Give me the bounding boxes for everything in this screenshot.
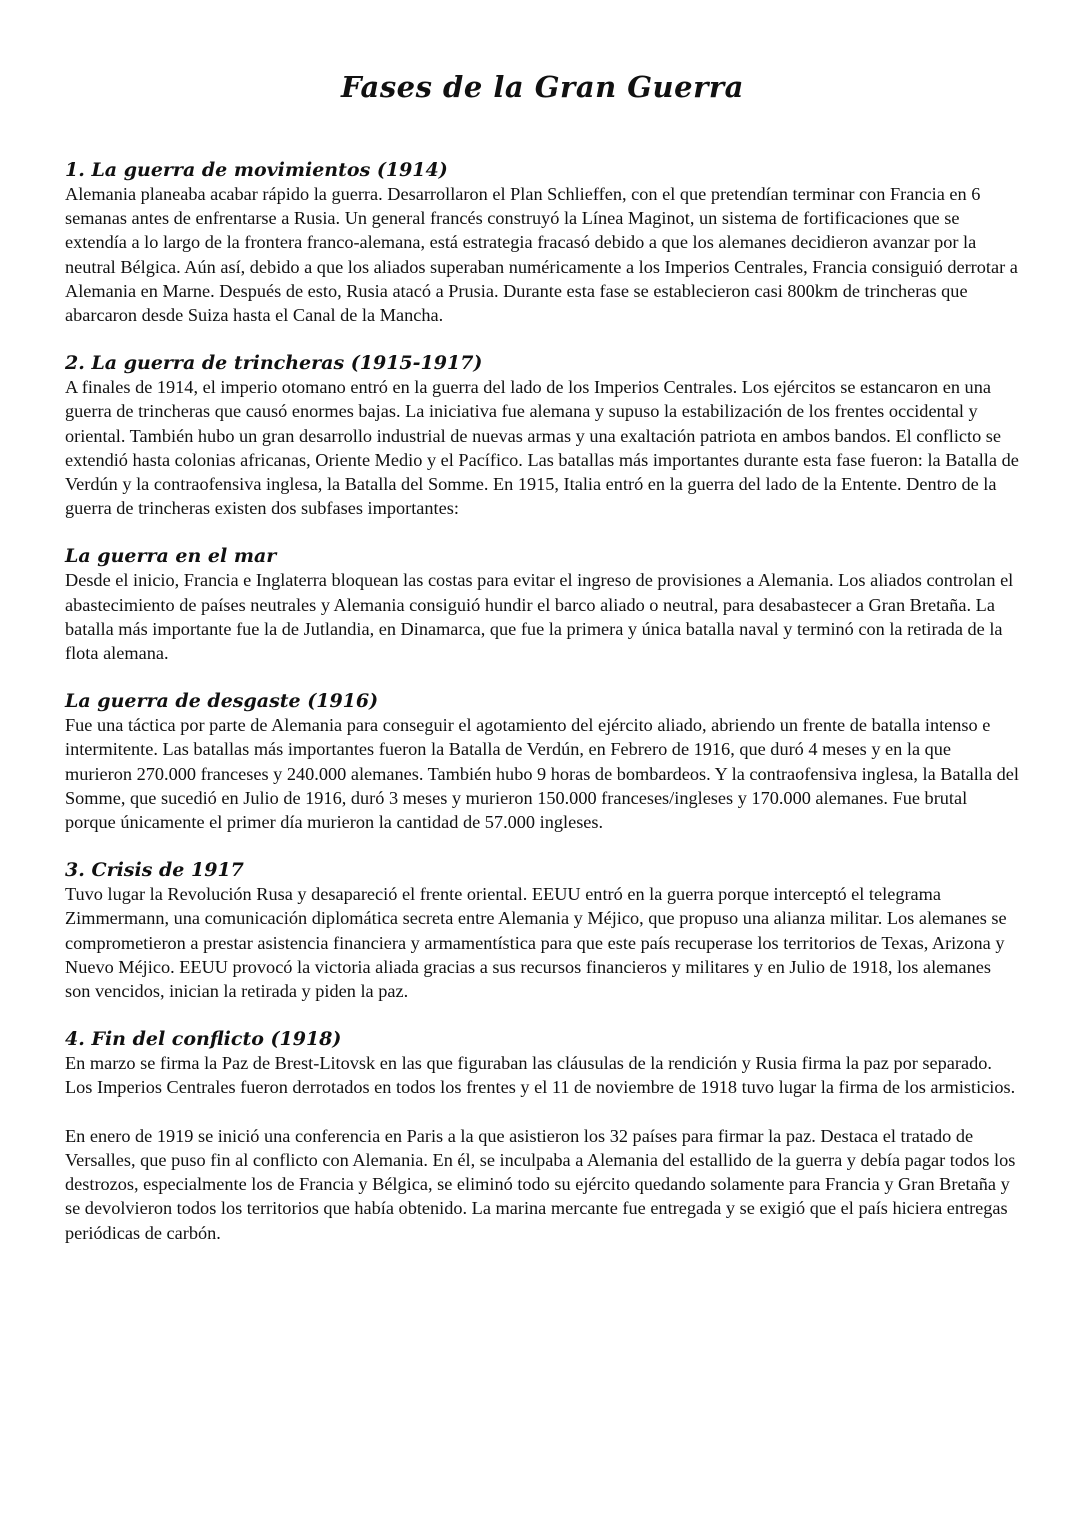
section-fin-del-conflicto (65, 1027, 1020, 1244)
section-paragraph: Alemania planeaba acabar rápido la guerra. Desarrollaron el Plan Schlieffen, con el que pretendían terminar con Francia en 6 semanas antes de enfrentarse a Rusia. Un general francés construyó la Línea Maginot, un sistema de fortificaciones que se extendía a lo largo de la frontera franco-alemana, está estrategia fracasó debido a que los alemanes decidieron avanzar por la neutral Bélgica. Aún así, debido a que los aliados superaban numéricamente a los Imperios Centrales, Francia consiguió derrotar a Alemania en Marne. Después de esto, Rusia atacó a Prusia. Durante esta fase se establecieron casi 800km de trincheras que abarcaron desde Suiza hasta el Canal de la Mancha. (65, 184, 1018, 326)
section-heading: 2. La guerra de trincheras (1915-1917) (65, 352, 483, 375)
section-crisis-1917 (65, 858, 1020, 1003)
section-heading: 4. Fin del conflicto (1918) (65, 1028, 342, 1051)
document-page (65, 70, 1020, 1269)
section-paragraph: En marzo se firma la Paz de Brest-Litovsk en las que figuraban las cláusulas de la rendición y Rusia firma la paz por separado. Los Imperios Centrales fueron derrotados en todos los frentes y el 11 de noviembre de 1918 tuvo lugar la firma de los armisticios. (65, 1053, 1016, 1098)
section-heading: 3. Crisis de 1917 (65, 859, 244, 882)
section-paragraph: A finales de 1914, el imperio otomano entró en la guerra del lado de los Imperios Centrales. Los ejércitos se estancaron en una guerra de trincheras que causó enormes bajas. La iniciativa fue alemana y supuso la estabilización de los frentes occidental y oriental. También hubo un gran desarrollo industrial de nuevas armas y una exaltación patriota en ambos bandos. El conflicto se extendió hasta colonias africanas, Oriente Medio y el Pacífico. Las batallas más importantes durante esta fase fueron: la Batalla de Verdún y la contraofensiva inglesa, la Batalla del Somme. En 1915, Italia entró en la guerra del lado de la Entente. Dentro de la guerra de trincheras existen dos subfases importantes: (65, 377, 1019, 519)
section-heading: 1. La guerra de movimientos (1914) (65, 159, 448, 181)
section-paragraph: Desde el inicio, Francia e Inglaterra bloquean las costas para evitar el ingreso de provisiones a Alemania. Los aliados controlan el abastecimiento de países neutrales y Alemania consiguió hundir el barco aliado o neutral, para desabastecer a Gran Bretaña. La batalla más importante fue la de Jutlandia, en Dinamarca, que fue la primera y única batalla naval y terminó con la retirada de la flota alemana. (65, 570, 1014, 664)
section-guerra-en-el-mar (65, 544, 1020, 665)
section-guerra-de-trincheras (65, 351, 1020, 520)
section-paragraph: Tuvo lugar la Revolución Rusa y desapareció el frente oriental. EEUU entró en la guerra porque interceptó el telegrama Zimmermann, una comunicación diplomática secreta entre Alemania y Méjico, que propuso una alianza militar. Los alemanes se comprometieron a prestar asistencia financiera y armamentística para que este país recuperase los territorios de Texas, Arizona y Nuevo Méjico. EEUU provocó la victoria aliada gracias a sus recursos financieros y militares y en Julio de 1918, los alemanes son vencidos, inician la retirada y piden la paz. (65, 884, 1007, 1002)
section-guerra-de-movimientos (65, 158, 1020, 327)
page-title: Fases de la Gran Guerra (341, 70, 744, 104)
section-paragraph: Fue una táctica por parte de Alemania para conseguir el agotamiento del ejército aliado, abriendo un frente de batalla intenso e intermitente. Las batallas más importantes fueron la Batalla de Verdún, en Febrero de 1916, que duró 4 meses y en la que murieron 270.000 franceses y 240.000 alemanes. También hubo 9 horas de bombardeos. Y la contraofensiva inglesa, la Batalla del Somme, que sucedió en Julio de 1916, duró 3 meses y murieron 150.000 franceses/ingleses y 170.000 alemanes. Fue brutal porque únicamente el primer día murieron la cantidad de 57.000 ingleses. (65, 715, 1019, 833)
section-paragraph: En enero de 1919 se inició una conferencia en Paris a la que asistieron los 32 países para firmar la paz. Destaca el tratado de Versalles, que puso fin al conflicto con Alemania. En él, se inculpaba a Alemania del estallido de la guerra y debía pagar todos los destrozos, especialmente los de Francia y Bélgica, se eliminó todo su ejército quedando solamente para Francia y Gran Bretaña y se devolvieron todos los territorios que había obtenido. La marina mercante fue entregada y se exigió que el país hiciera entregas periódicas de carbón. (65, 1125, 1016, 1243)
section-heading: La guerra en el mar (65, 545, 277, 568)
section-guerra-de-desgaste (65, 689, 1020, 834)
section-heading: La guerra de desgaste (1916) (65, 690, 379, 713)
